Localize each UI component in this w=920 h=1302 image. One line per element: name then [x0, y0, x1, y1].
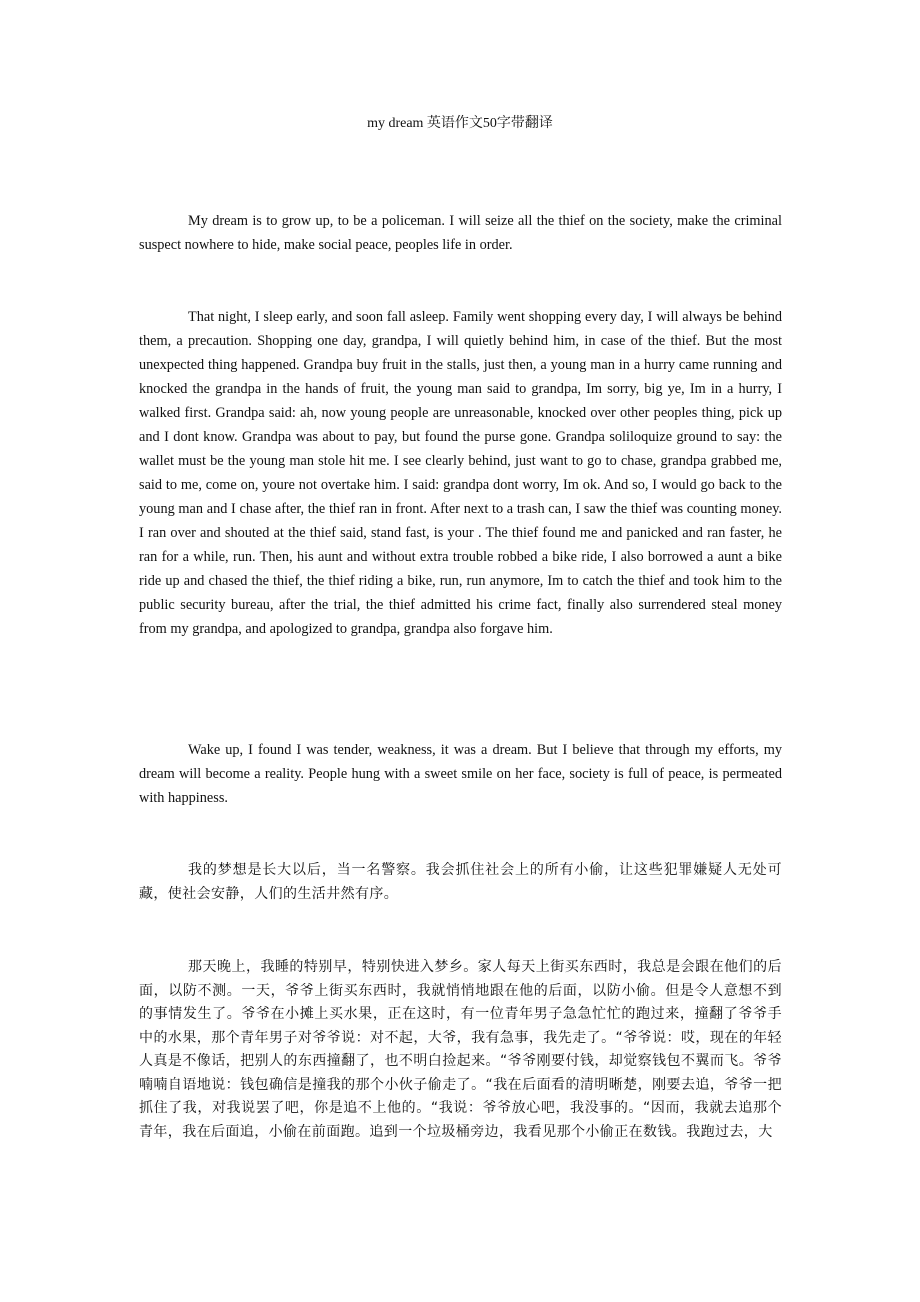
document-title: my dream 英语作文50字带翻译	[367, 116, 553, 131]
english-paragraph: Wake up, I found I was tender, weakness, it was a dream. But I believe that through my efforts, my dream will become a reality. People hung with a sweet smile on her face, society is full of peace, is permeated with happiness.	[139, 742, 782, 806]
chinese-paragraph: 我的梦想是长大以后，当一名警察。我会抓住社会上的所有小偷，让这些犯罪嫌疑人无处可藏，使社会安静，人们的生活井然有序。	[139, 862, 782, 902]
english-paragraph: That night, I sleep early, and soon fall asleep. Family went shopping every day, I will always be behind them, a precaution. Shopping one day, grandpa, I will quietly behind him, in case of the thief. But the most unexpected thing happened. Grandpa buy fruit in the stalls, just then, a young man in a hurry came running and knocked the grandpa in the hands of fruit, the young man said to grandpa, Im sorry, big ye, Im in a hurry, I walked first. Grandpa said: ah, now young people are unreasonable, knocked over other peoples thing, pick up and I dont know. Grandpa was about to pay, but found the purse gone. Grandpa soliloquize ground to say: the wallet must be the young man stole hit me. I see clearly behind, just want to go to chase, grandpa grabbed me, said to me, come on, youre not overtake him. I said: grandpa dont worry, Im ok. And so, I would go back to the young man and I chase after, the thief ran in front. After next to a trash can, I saw the thief was counting money. I ran over and shouted at the thief said, stand fast, is your . The thief found me and panicked and ran faster, he ran for a while, run. Then, his aunt and without extra trouble robbed a bike ride, I also borrowed a aunt a bike ride up and chased the thief, the thief riding a bike, run, run anymore, Im to catch the thief and took him to the public security bureau, after the trial, the thief admitted his crime fact, finally also surrendered steal money from my grandpa, and apologized to grandpa, grandpa also forgave him.	[139, 309, 782, 637]
chinese-paragraph: 那天晚上，我睡的特别早，特别快进入梦乡。家人每天上街买东西时，我总是会跟在他们的后面，以防不测。一天，爷爷上街买东西时，我就悄悄地跟在他的后面，以防小偷。但是令人意想不到的事情发生了。爷爷在小摊上买水果，正在这时，有一位青年男子急急忙忙的跑过来，撞翻了爷爷手中的水果，那个青年男子对爷爷说：对不起，大爷，我有急事，我先走了。“爷爷说：哎，现在的年轻人真是不像话，把别人的东西撞翻了，也不明白捡起来。“爷爷刚要付钱，却觉察钱包不翼而飞。爷爷喃喃自语地说：钱包确信是撞我的那个小伙子偷走了。“我在后面看的清明晰楚，刚要去追，爷爷一把抓住了我，对我说罢了吧，你是追不上他的。“我说：爷爷放心吧，我没事的。“因而，我就去追那个青年，我在后面追，小偷在前面跑。追到一个垃圾桶旁边，我看见那个小偷正在数钱。我跑过去，大	[139, 959, 782, 1140]
english-paragraph: My dream is to grow up, to be a policeman. I will seize all the thief on the society, make the criminal suspect nowhere to hide, make social peace, peoples life in order.	[139, 213, 782, 253]
